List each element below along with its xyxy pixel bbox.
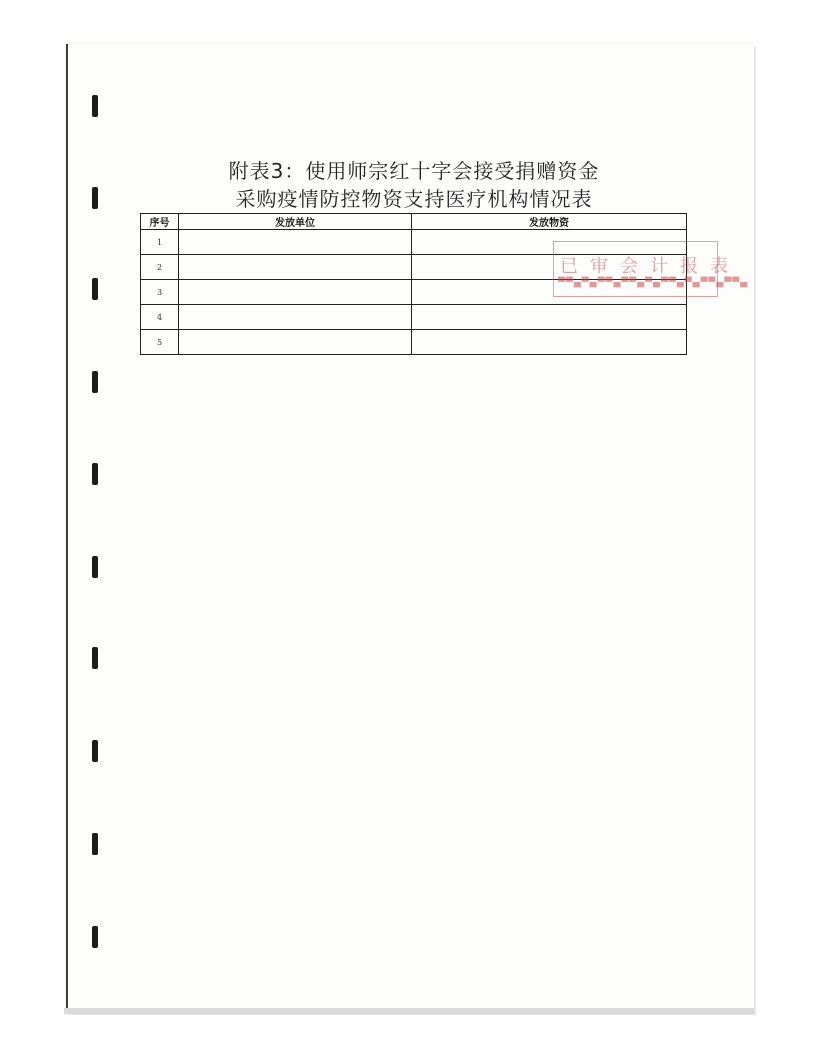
row-index: 5	[141, 330, 179, 355]
row-goods	[412, 305, 687, 330]
row-index: 1	[141, 230, 179, 255]
row-unit	[179, 330, 412, 355]
row-index: 2	[141, 255, 179, 280]
binding-hole	[92, 926, 98, 948]
row-unit	[179, 305, 412, 330]
header-index: 序号	[141, 214, 179, 230]
document-title-line-1: 附表3：使用师宗红十字会接受捐赠资金	[228, 159, 600, 183]
table-row	[141, 330, 687, 355]
table-header-row	[141, 214, 687, 230]
row-goods	[412, 330, 687, 355]
row-index: 3	[141, 280, 179, 305]
stamp-illegible-line: ▀▀▄▀▄▀▀▄▀▀▄▀▄▀▀▄▀▄▀▀▄▀▀▄	[558, 278, 749, 288]
row-unit	[179, 280, 412, 305]
binding-hole	[92, 833, 98, 855]
binding-hole	[92, 740, 98, 762]
row-unit	[179, 230, 412, 255]
binding-hole	[92, 278, 98, 300]
binding-hole	[92, 95, 98, 117]
audit-stamp	[553, 241, 749, 297]
page-stack-edge	[64, 1008, 754, 1014]
binding-hole	[92, 556, 98, 578]
row-unit	[179, 255, 412, 280]
header-unit: 发放单位	[179, 214, 412, 230]
document-title-line-2: 采购疫情防控物资支持医疗机构情况表	[235, 187, 593, 211]
binding-hole	[92, 371, 98, 393]
binding-hole	[92, 463, 98, 485]
table-row	[141, 305, 687, 330]
row-index: 4	[141, 305, 179, 330]
binding-hole	[92, 187, 98, 209]
header-goods: 发放物资	[412, 214, 687, 230]
stamp-title: 已审会计报表	[560, 256, 740, 277]
binding-hole	[92, 647, 98, 669]
